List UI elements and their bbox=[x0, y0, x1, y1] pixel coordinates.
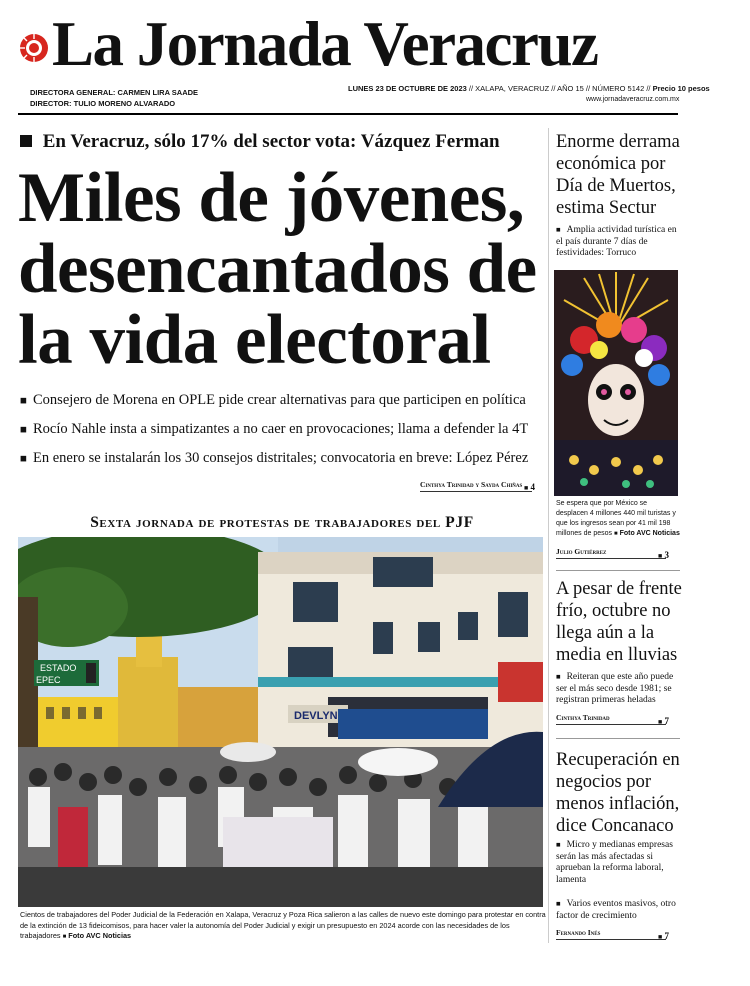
director: DIRECTOR: TULIO MORENO ALVARADO bbox=[30, 99, 176, 108]
photo-credit: Foto AVC Noticias bbox=[68, 931, 132, 940]
bullet-item: ■ Consejero de Morena en OPLE pide crear alternativas para que participen en política bbox=[20, 386, 550, 415]
sidebar-divider-2 bbox=[556, 738, 680, 739]
sidebar-story3-byline: Fernando Inés bbox=[556, 928, 601, 937]
website-link[interactable]: www.jornadaveracruz.com.mx bbox=[586, 96, 680, 103]
story3-byline-rule bbox=[556, 939, 666, 940]
sidebar-story1-page-ref: ■ 3 bbox=[658, 550, 669, 560]
bullet-item: ■ Rocío Nahle insta a simpatizantes a no caer en provocaciones; llama a defender la 4T bbox=[20, 415, 550, 444]
protest-photo[interactable] bbox=[18, 537, 543, 907]
catrina-photo[interactable] bbox=[554, 270, 678, 496]
protest-caption: Cientos de trabajadores del Poder Judicial de la Federación en Xalapa, Veracruz y Poza Rica salieron a las calles de nuevo este domingo para protestar en contra de la extinción de 13 fideicomisos, para hacer valer la autonomía del Poder Judicial y exigir un presupuesto en 2024 acorde con las necesidades de los trabajadores ■ Foto AVC Noticias bbox=[20, 910, 546, 940]
street-sign-text-2: EPEC bbox=[36, 675, 61, 685]
sidebar-story2-byline: Cinthya Trinidad bbox=[556, 713, 610, 722]
sidebar-story1-bullet: ■ Amplia actividad turística en el país durante 7 días de festividades: Torruco bbox=[556, 224, 680, 260]
page-number: 7 bbox=[664, 716, 669, 726]
sidebar-story2-page-ref: ■ 7 bbox=[658, 716, 669, 726]
catrina-caption-text: Se espera que por México se desplacen 4 millones 440 mil turistas y que los ingresos sean por 41 mil 198 millones de pesos bbox=[556, 500, 676, 537]
sidebar-divider-1 bbox=[556, 570, 680, 571]
kicker-square-icon bbox=[20, 135, 32, 147]
sun-logo-icon bbox=[18, 32, 50, 64]
bullet-item: ■ En enero se instalarán los 30 consejos distritales; convocatoria en breve: López Pérez bbox=[20, 444, 550, 473]
story1-byline-rule bbox=[556, 558, 666, 559]
kicker-text: En Veracruz, sólo 17% del sector vota: Vázquez Ferman bbox=[42, 131, 500, 152]
price: Precio 10 pesos bbox=[652, 84, 710, 93]
sidebar-story2-headline[interactable]: A pesar de frente frío, octubre no llega aún a la media en lluvias bbox=[556, 579, 682, 665]
newspaper-logo[interactable]: La Jornada Veracruz bbox=[52, 9, 598, 79]
page-number: 3 bbox=[664, 550, 669, 560]
main-bullets bbox=[20, 386, 550, 473]
edition-info: LUNES 23 DE OCTUBRE DE 2023 // XALAPA, VERACRUZ // AÑO 15 // NÚMERO 5142 // Precio 10 pesos bbox=[348, 84, 710, 93]
location-line: XALAPA, VERACRUZ // AÑO 15 // NÚMERO 5142 // bbox=[475, 84, 651, 93]
storefront-sign: DEVLYN bbox=[294, 710, 338, 722]
director-general: DIRECTORA GENERAL: CARMEN LIRA SAADE bbox=[30, 88, 199, 97]
sidebar-story2-bullet: ■ Reiteran que este año puede ser el más seco desde 1981; se registran primeras heladas bbox=[556, 671, 680, 707]
catrina-photo-credit: Foto AVC Noticias bbox=[619, 530, 680, 537]
headline-line-3: la vida electoral bbox=[18, 301, 491, 379]
column-separator bbox=[548, 128, 549, 943]
sidebar-story3-bullet-2: ■ Varios eventos masivos, otro factor de crecimiento bbox=[556, 898, 680, 922]
main-byline: Cinthya Trinidad y Sayda Chiñas bbox=[420, 480, 523, 489]
caption-text: Cientos de trabajadores del Poder Judicial de la Federación en Xalapa, Veracruz y Poza Rica salieron a las calles de nuevo este domingo para protestar en contra de la extinción de 13 fideicomisos, para hacer valer la autonomía del Poder Judicial y exigir un presupuesto en 2024 acorde con las necesidades de los trabajadores bbox=[20, 910, 546, 940]
headline-line-2: desencantados de bbox=[18, 230, 537, 308]
sidebar-story1-caption: Se espera que por México se desplacen 4 millones 440 mil turistas y que los ingresos sean por 41 mil 198 millones de pesos ■ Foto AVC Noticias bbox=[556, 500, 680, 537]
headline-line-1: Miles de jóvenes, bbox=[18, 159, 525, 237]
masthead-rule bbox=[18, 113, 678, 115]
masthead bbox=[0, 0, 750, 110]
main-kicker bbox=[20, 131, 500, 153]
protest-title[interactable]: Sexta jornada de protestas de trabajadores del PJF bbox=[90, 514, 474, 531]
byline-rule bbox=[420, 491, 532, 492]
date-line: LUNES 23 DE OCTUBRE DE 2023 bbox=[348, 84, 467, 93]
sidebar-story3-page-ref: ■ 7 bbox=[658, 931, 669, 941]
sidebar-story3-bullet-1: ■ Micro y medianas empresas serán las más afectadas si aprueban la reforma laboral, lamenta bbox=[556, 839, 680, 886]
street-sign-text: ESTADO bbox=[40, 663, 77, 673]
story2-byline-rule bbox=[556, 724, 666, 725]
sidebar-story1-headline[interactable]: Enorme derrama económica por Día de Muertos, estima Sectur bbox=[556, 132, 680, 218]
sidebar-story1-byline: Julio Gutiérrez bbox=[556, 547, 607, 556]
main-headline[interactable] bbox=[18, 159, 548, 379]
sidebar-story3-headline[interactable]: Recuperación en negocios por menos inflación, dice Concanaco bbox=[556, 750, 680, 836]
main-page-ref: ■ 4 bbox=[524, 482, 535, 492]
page-number: 4 bbox=[530, 482, 535, 492]
page-number: 7 bbox=[664, 931, 669, 941]
